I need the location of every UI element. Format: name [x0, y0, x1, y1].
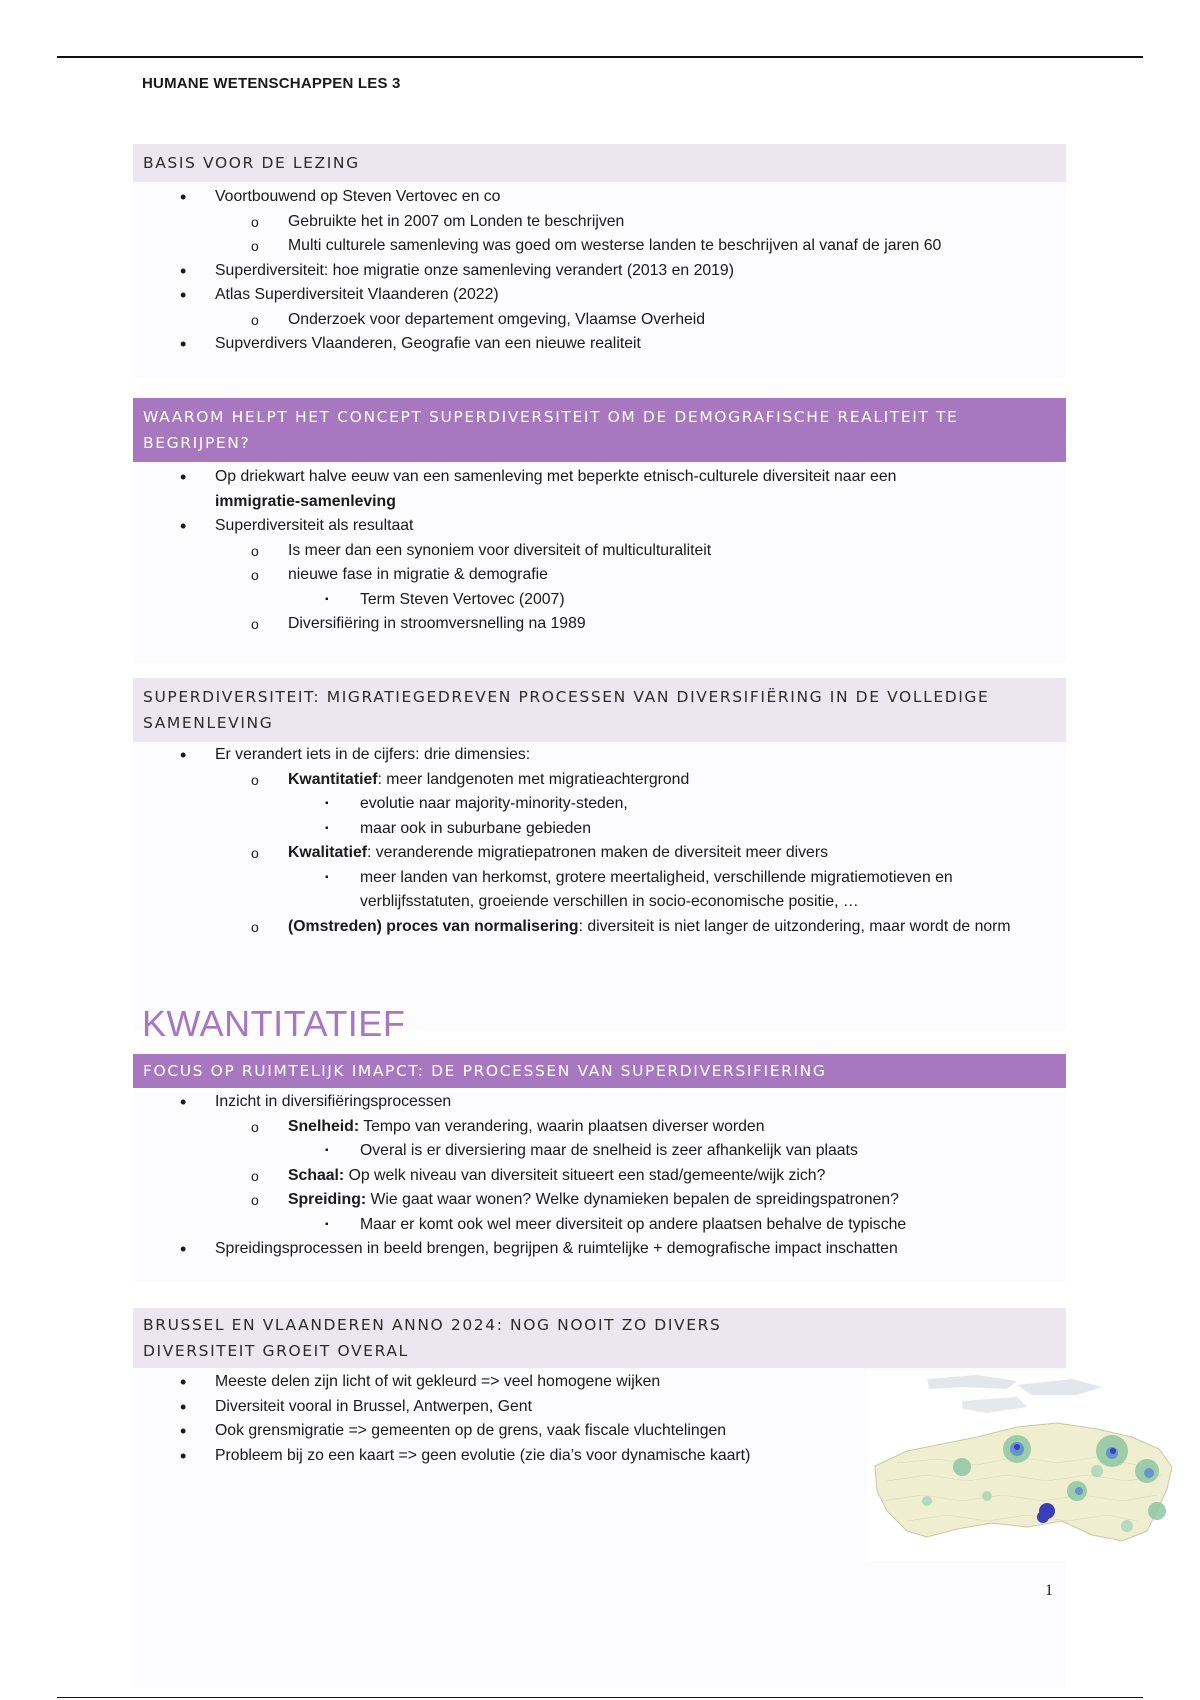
list-item: • Ook grensmigratie => gemeenten op de grens, vaak fiscale vluchtelingen — [180, 1421, 727, 1441]
bullet-list — [133, 465, 1066, 637]
list-item: • Er verandert iets in de cijfers: drie dimensies: — [180, 745, 531, 765]
list-item: o Multi culturele samenleving was goed om westerse landen te beschrijven al vanaf de jaren 60 — [251, 237, 942, 254]
list-item: ▪ Term Steven Vertovec (2007) — [325, 590, 565, 608]
section-header — [133, 1308, 1066, 1368]
list-item: • Atlas Superdiversiteit Vlaanderen (2022) — [180, 285, 499, 305]
list-item: • Op driekwart halve eeuw van een samenleving met beperkte etnisch-culturele diversiteit naar een immigratie-samenleving — [180, 467, 897, 510]
bullet-list — [133, 185, 1066, 357]
list-item: o Onderzoek voor departement omgeving, Vlaamse Overheid — [251, 310, 706, 328]
list-item: o Kwantitatief: meer landgenoten met migratieachtergrond — [251, 770, 690, 788]
list-item: • Inzicht in diversifiëringsprocessen — [180, 1092, 452, 1112]
top-rule — [57, 56, 1143, 58]
document-title: HUMANE WETENSCHAPPEN LES 3 — [142, 75, 401, 92]
section-header: FOCUS OP RUIMTELIJK IMAPCT: DE PROCESSEN VAN SUPERDIVERSIFIERING — [133, 1054, 1066, 1088]
list-item: ▪ evolutie naar majority-minority-steden, — [325, 795, 628, 812]
list-item: o Snelheid: Tempo van verandering, waarin plaatsen diverser worden — [251, 1117, 765, 1135]
section-header: SUPERDIVERSITEIT: MIGRATIEGEDREVEN PROCESSEN VAN DIVERSIFIËRING IN DE VOLLEDIGE SAMENLEVING — [133, 678, 1066, 742]
list-item: • Voortbouwend op Steven Vertovec en co — [180, 187, 501, 207]
section-waarom — [133, 398, 1066, 637]
list-item: ▪ Maar er komt ook wel meer diversiteit op andere plaatsen behalve de typische — [325, 1215, 907, 1233]
flanders-diversity-map — [867, 1371, 1187, 1561]
bullet-list — [133, 1090, 1066, 1262]
page-number: 1 — [1045, 1582, 1053, 1599]
list-item: o Gebruikte het in 2007 om Londen te beschrijven — [251, 212, 625, 230]
list-item: • Supverdivers Vlaanderen, Geografie van een nieuwe realiteit — [180, 334, 641, 354]
kwantitatief-heading: KWANTITATIEF — [142, 1003, 406, 1044]
list-item: • Probleem bij zo een kaart => geen evolutie (zie dia’s voor dynamische kaart) — [180, 1445, 751, 1466]
section-header: BASIS VOOR DE LEZING — [133, 144, 1066, 182]
list-item: o Diversifiëring in stroomversnelling na 1989 — [251, 615, 586, 632]
section-superdiversiteit — [133, 678, 1066, 939]
list-item: o Kwalitatief: veranderende migratiepatronen maken de diversiteit meer divers — [251, 844, 828, 861]
section-header-line: BRUSSEL EN VLAANDEREN ANNO 2024: NOG NOOIT ZO DIVERS — [143, 1316, 722, 1334]
list-item: • Meeste delen zijn licht of wit gekleurd => veel homogene wijken — [180, 1372, 661, 1392]
list-item: ▪ maar ook in suburbane gebieden — [325, 819, 591, 837]
list-item: • Superdiversiteit als resultaat — [180, 516, 414, 536]
list-item: ▪ Overal is er diversiering maar de snelheid is zeer afhankelijk van plaats — [325, 1142, 858, 1159]
list-item: o Is meer dan een synoniem voor diversiteit of multiculturaliteit — [251, 541, 712, 559]
section-header-line: DIVERSITEIT GROEIT OVERAL — [143, 1342, 409, 1360]
list-item: • Superdiversiteit: hoe migratie onze samenleving verandert (2013 en 2019) — [180, 260, 734, 281]
section-focus — [133, 1054, 1066, 1262]
list-item: o Spreiding: Wie gaat waar wonen? Welke dynamieken bepalen de spreidingspatronen? — [251, 1191, 899, 1208]
section-header: WAAROM HELPT HET CONCEPT SUPERDIVERSITEIT OM DE DEMOGRAFISCHE REALITEIT TE BEGRIJPEN? — [133, 398, 1066, 462]
list-item: • Diversiteit vooral in Brussel, Antwerpen, Gent — [180, 1396, 532, 1417]
section-basis — [133, 144, 1066, 357]
list-item: o (Omstreden) proces van normalisering: diversiteit is niet langer de uitzondering, maar wordt de norm — [251, 917, 1011, 935]
bottom-rule — [57, 1697, 1143, 1698]
list-item: ▪ meer landen van herkomst, grotere meertaligheid, verschillende migratiemotieven en verblijfsstatuten, groeiende verschillen in socio-economische positie, … — [325, 868, 953, 910]
list-item: o Schaal: Op welk niveau van diversiteit situeert een stad/gemeente/wijk zich? — [251, 1166, 826, 1184]
list-item: • Spreidingsprocessen in beeld brengen, begrijpen & ruimtelijke + demografische impact inschatten — [180, 1239, 898, 1259]
list-item: o nieuwe fase in migratie & demografie — [251, 566, 548, 583]
bullet-list — [133, 743, 1066, 939]
